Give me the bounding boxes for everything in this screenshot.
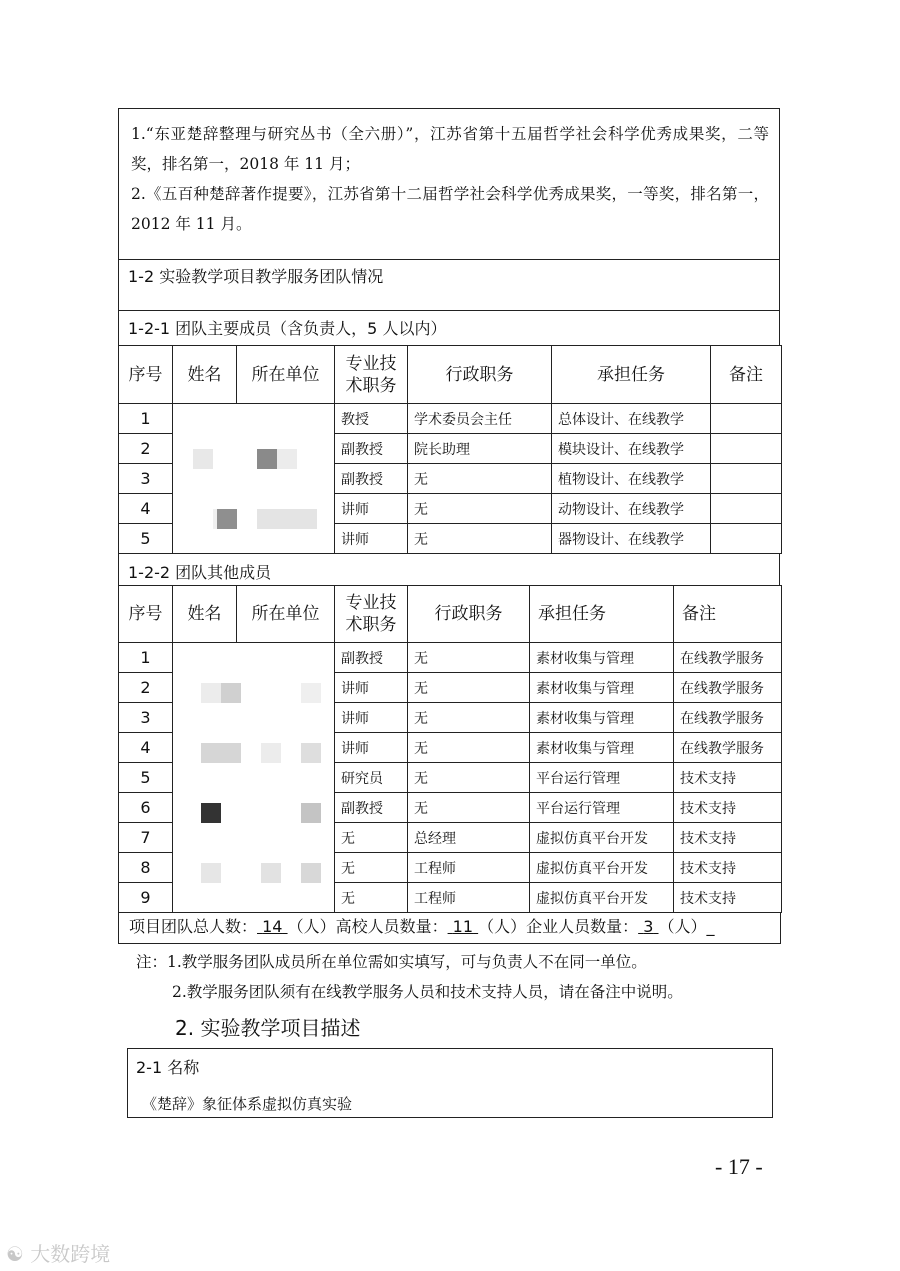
table-row	[119, 643, 782, 673]
row-task: 素材收集与管理	[530, 703, 674, 733]
row-note	[711, 434, 782, 464]
header-title: 专业技术职务	[335, 586, 408, 643]
row-task: 器物设计、在线教学	[552, 524, 711, 554]
row-task: 素材收集与管理	[530, 673, 674, 703]
row-title: 副教授	[335, 464, 408, 494]
row-title: 研究员	[335, 763, 408, 793]
summary-total: 14	[262, 917, 283, 936]
row-no: 6	[119, 793, 173, 823]
row-task: 总体设计、在线教学	[552, 404, 711, 434]
main-header-row	[119, 346, 782, 404]
header-no: 序号	[119, 346, 173, 404]
row-title: 无	[335, 823, 408, 853]
row-no: 5	[119, 763, 173, 793]
row-admin: 无	[408, 673, 530, 703]
row-admin: 无	[408, 643, 530, 673]
row-no: 1	[119, 643, 173, 673]
row-task: 虚拟仿真平台开发	[530, 823, 674, 853]
row-task: 虚拟仿真平台开发	[530, 853, 674, 883]
row-admin: 无	[408, 703, 530, 733]
header-admin: 行政职务	[408, 346, 552, 404]
row-no: 3	[119, 703, 173, 733]
watermark: ☯ 大数跨境	[6, 1242, 111, 1266]
row-no: 4	[119, 733, 173, 763]
summary-enterprise: 3	[643, 917, 654, 936]
header-note: 备注	[674, 586, 782, 643]
row-title: 副教授	[335, 793, 408, 823]
row-task: 平台运行管理	[530, 763, 674, 793]
summary-unit1: （人）高校人员数量：	[287, 917, 448, 936]
row-title: 副教授	[335, 643, 408, 673]
row-note: 技术支持	[674, 763, 782, 793]
row-admin: 无	[408, 494, 552, 524]
row-title: 讲师	[335, 733, 408, 763]
row-title: 讲师	[335, 494, 408, 524]
header-note: 备注	[711, 346, 782, 404]
row-admin: 学术委员会主任	[408, 404, 552, 434]
row-task: 植物设计、在线教学	[552, 464, 711, 494]
row-task: 平台运行管理	[530, 793, 674, 823]
summary-college: 11	[452, 917, 474, 936]
row-no: 2	[119, 434, 173, 464]
header-task: 承担任务	[552, 346, 711, 404]
row-note: 技术支持	[674, 823, 782, 853]
other-members-table	[118, 585, 782, 913]
row-note: 技术支持	[674, 793, 782, 823]
award-1: 1.“东亚楚辞整理与研究丛书（全六册）”，江苏省第十五届哲学社会科学优秀成果奖，二等奖，排名第一，2018 年 11 月；	[131, 125, 769, 173]
team-summary	[118, 912, 781, 944]
row-title: 讲师	[335, 673, 408, 703]
row-task: 素材收集与管理	[530, 643, 674, 673]
row-admin: 总经理	[408, 823, 530, 853]
row-note: 在线教学服务	[674, 733, 782, 763]
row-admin: 无	[408, 733, 530, 763]
row-note: 在线教学服务	[674, 673, 782, 703]
watermark-icon: ☯	[6, 1242, 24, 1266]
row-no: 2	[119, 673, 173, 703]
note-2: 2.教学服务团队须有在线教学服务人员和技术支持人员，请在备注中说明。	[172, 983, 683, 1001]
note-1: 注：1.教学服务团队成员所在单位需如实填写，可与负责人不在同一单位。	[136, 953, 647, 971]
section-1-2-title: 1-2 实验教学项目教学服务团队情况	[128, 267, 384, 286]
row-title: 讲师	[335, 524, 408, 554]
award-2: 2.《五百种楚辞著作提要》，江苏省第十二届哲学社会科学优秀成果奖，一等奖，排名第一，2012 年 11 月。	[131, 185, 769, 233]
section-2-1-box	[127, 1048, 773, 1118]
redacted-names	[173, 404, 335, 554]
project-name: 《楚辞》象征体系虚拟仿真实验	[142, 1095, 353, 1113]
header-task: 承担任务	[530, 586, 674, 643]
row-task: 模块设计、在线教学	[552, 434, 711, 464]
row-no: 5	[119, 524, 173, 554]
row-note	[711, 494, 782, 524]
row-title: 讲师	[335, 703, 408, 733]
row-admin: 无	[408, 464, 552, 494]
section-2-1-title: 2-1 名称	[136, 1058, 200, 1077]
row-title: 副教授	[335, 434, 408, 464]
section-1-2-1-title: 1-2-1 团队主要成员（含负责人，5 人以内）	[128, 319, 447, 338]
row-no: 3	[119, 464, 173, 494]
summary-unit3: （人）_	[658, 917, 715, 936]
header-no: 序号	[119, 586, 173, 643]
summary-unit2: （人）企业人员数量：	[478, 917, 639, 936]
row-note	[711, 404, 782, 434]
section-1-2-2-title: 1-2-2 团队其他成员	[128, 563, 272, 582]
redacted-names	[173, 643, 335, 913]
section-2-heading: 2. 实验教学项目描述	[175, 1016, 361, 1040]
row-note: 在线教学服务	[674, 643, 782, 673]
row-no: 9	[119, 883, 173, 913]
main-members-table	[118, 345, 782, 554]
header-unit: 所在单位	[237, 586, 335, 643]
row-admin: 无	[408, 763, 530, 793]
row-admin: 院长助理	[408, 434, 552, 464]
page-number: - 17 -	[715, 1154, 763, 1179]
row-admin: 无	[408, 524, 552, 554]
row-task: 素材收集与管理	[530, 733, 674, 763]
row-admin: 无	[408, 793, 530, 823]
header-name: 姓名	[173, 346, 237, 404]
table-row	[119, 404, 782, 434]
row-no: 8	[119, 853, 173, 883]
row-no: 7	[119, 823, 173, 853]
header-admin: 行政职务	[408, 586, 530, 643]
row-note: 技术支持	[674, 883, 782, 913]
row-admin: 工程师	[408, 853, 530, 883]
header-unit: 所在单位	[237, 346, 335, 404]
row-title: 无	[335, 853, 408, 883]
row-note	[711, 524, 782, 554]
row-note	[711, 464, 782, 494]
row-title: 无	[335, 883, 408, 913]
row-title: 教授	[335, 404, 408, 434]
row-note: 技术支持	[674, 853, 782, 883]
row-task: 虚拟仿真平台开发	[530, 883, 674, 913]
row-no: 4	[119, 494, 173, 524]
awards-section	[118, 108, 780, 260]
header-title: 专业技术职务	[335, 346, 408, 404]
header-name: 姓名	[173, 586, 237, 643]
row-note: 在线教学服务	[674, 703, 782, 733]
row-task: 动物设计、在线教学	[552, 494, 711, 524]
summary-total-label: 项目团队总人数：	[129, 917, 258, 936]
row-no: 1	[119, 404, 173, 434]
other-header-row	[119, 586, 782, 643]
row-admin: 工程师	[408, 883, 530, 913]
